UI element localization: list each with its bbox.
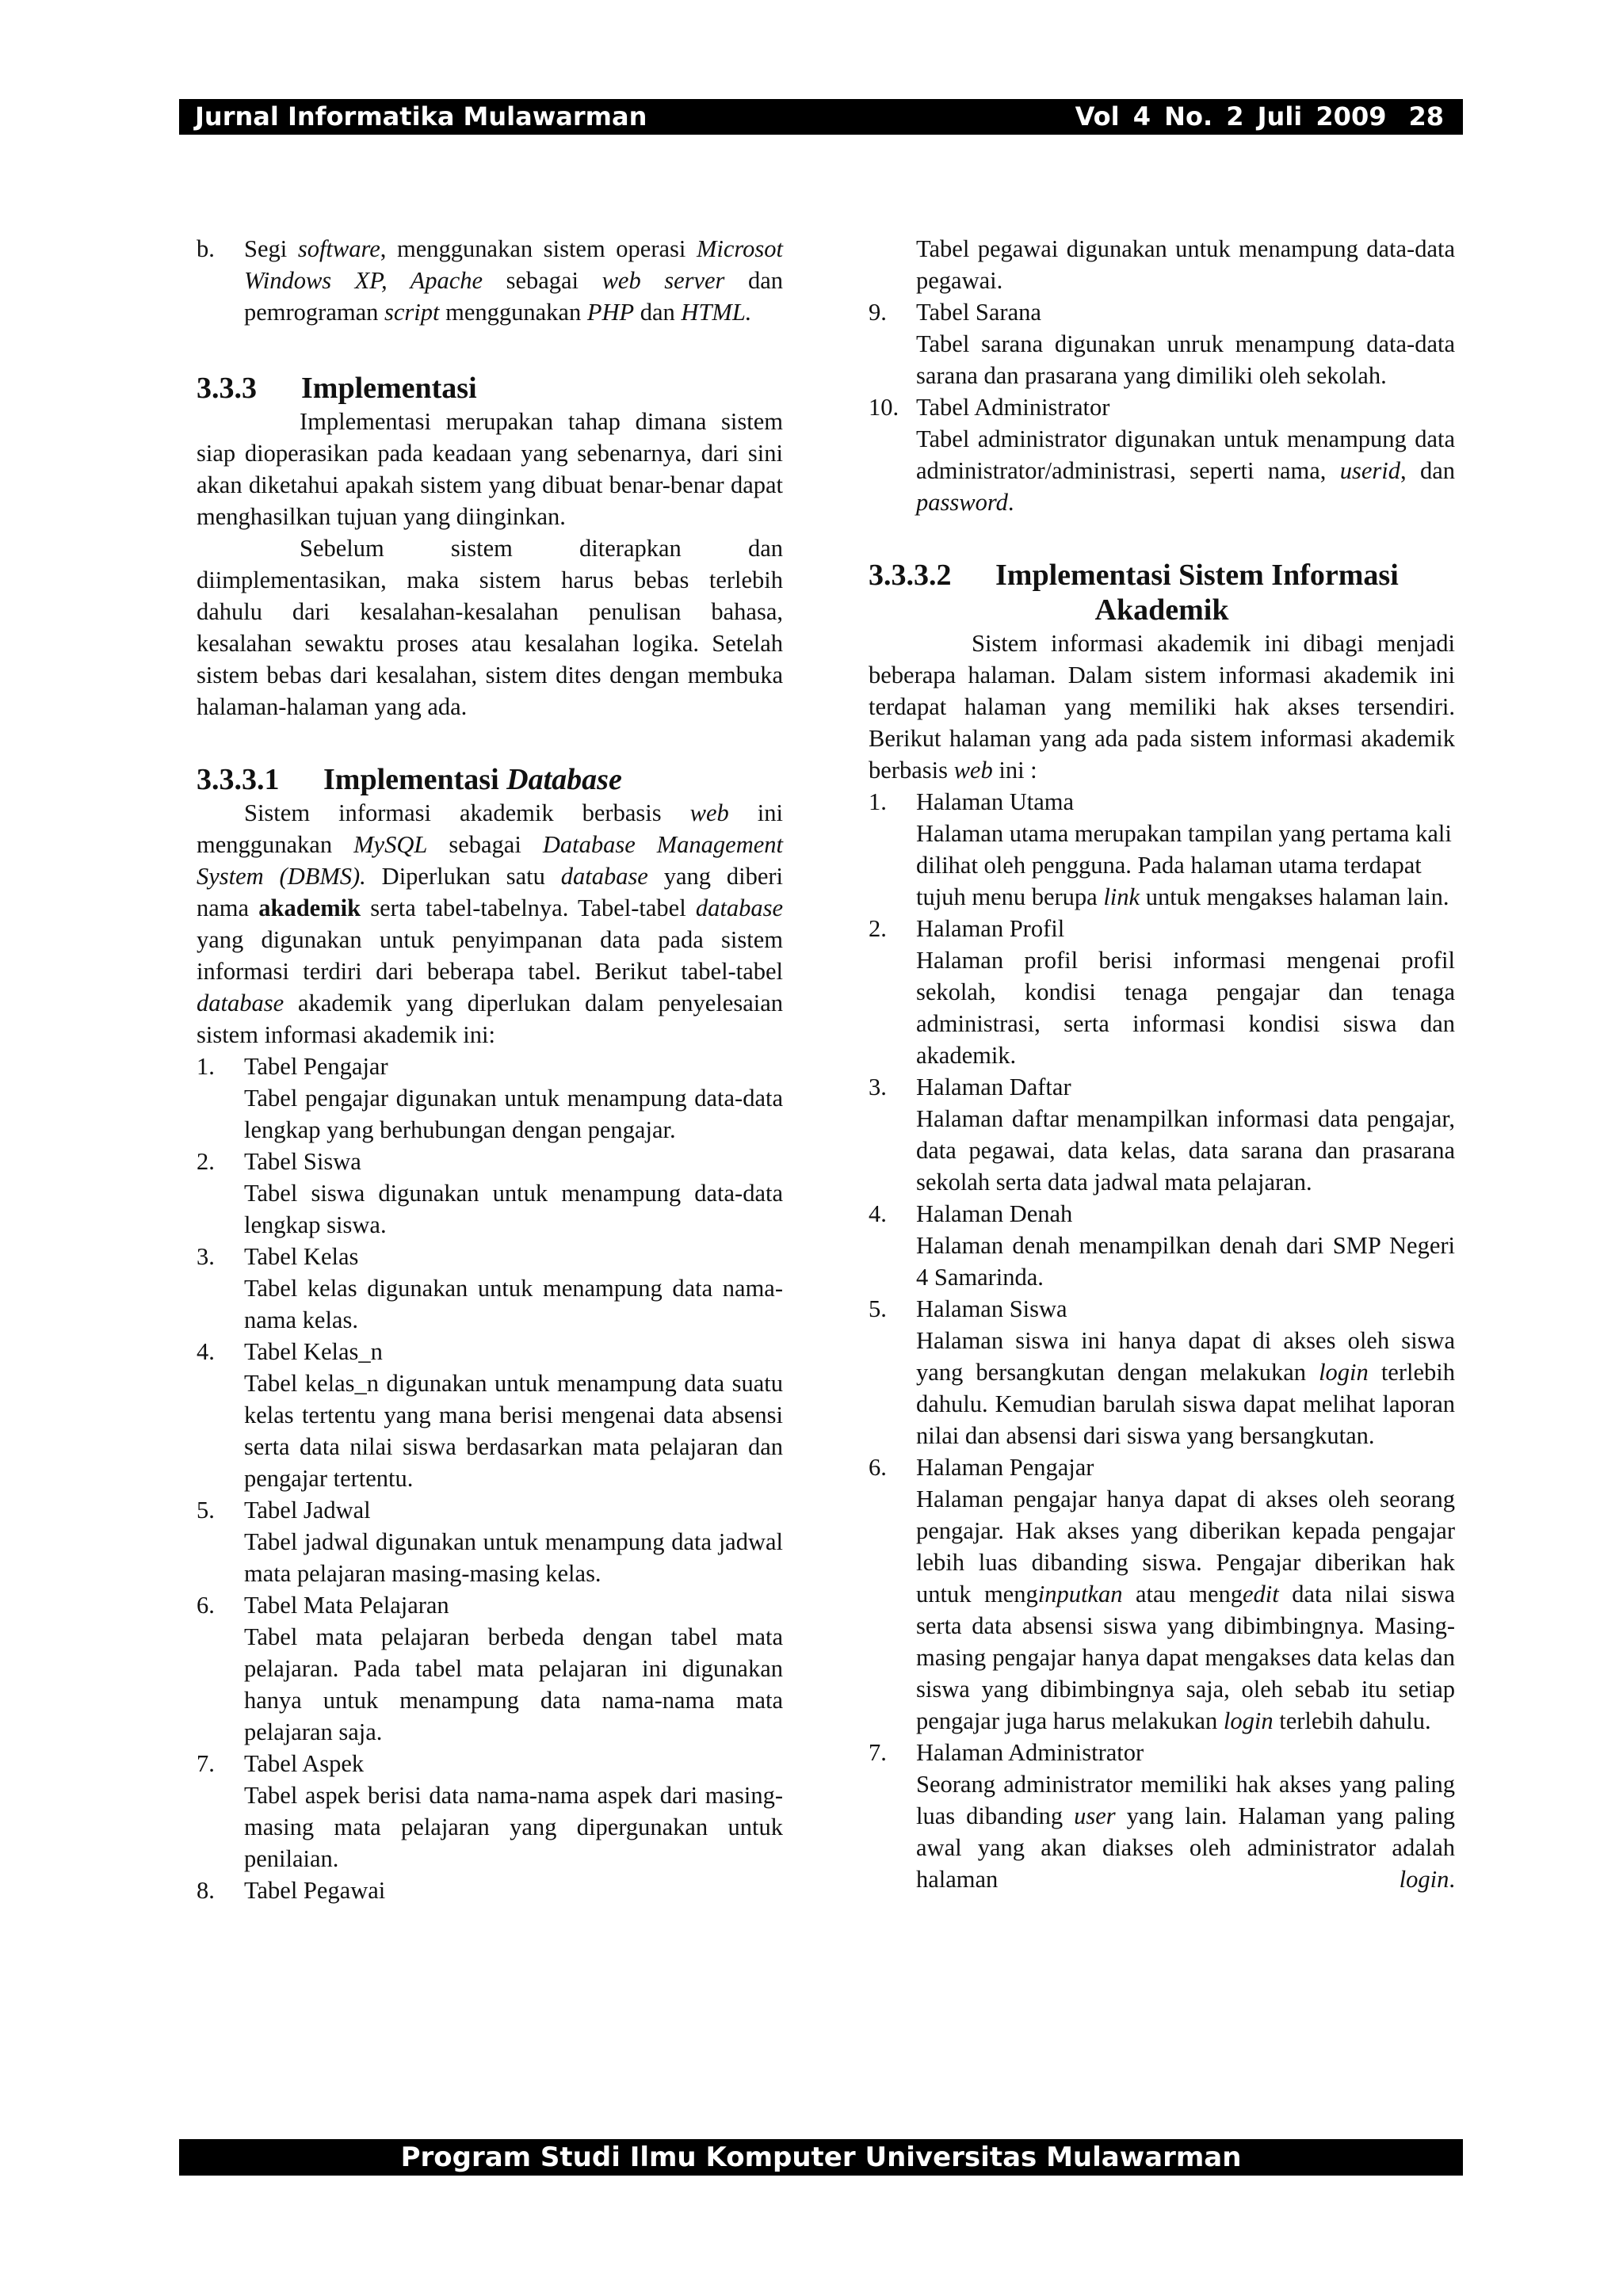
page-number: 28 [1408, 101, 1444, 132]
list-item: 1. Tabel Pengajar Tabel pengajar digunakan untuk menampung data-data lengkap yang berhubungan dengan pengajar. [197, 1053, 783, 1143]
list-item: 5. Tabel Jadwal Tabel jadwal digunakan untuk menampung data jadwal mata pelajaran masing-masing kelas. [197, 1497, 783, 1587]
volume-info: Vol 4 No. 2 Juli 2009 [1075, 101, 1387, 132]
list-item: 6. Halaman Pengajar Halaman pengajar hanya dapat di akses oleh seorang pengajar. Hak akses yang diberikan kepada pengajar lebih luas dibanding siswa. Pengajar diberikan hak untuk menginputkan atau mengedit data nilai siswa serta data absensi siswa yang dibimbingnya. Masing-masing pengajar hanya dapat mengakses data kelas dan siswa yang dibimbingnya saja, oleh sebab itu setiap pengajar juga harus melakukan login terlebih dahulu. [869, 1454, 1455, 1734]
list-item: 5. Halaman Siswa Halaman siswa ini hanya dapat di akses oleh siswa yang bersangkutan dengan melakukan login terlebih dahulu. Kemudian barulah siswa dapat melihat laporan nilai dan absensi dari siswa yang bersangkutan. [869, 1295, 1455, 1449]
list-item: 8. Tabel Pegawai [197, 1877, 386, 1904]
paragraph: Sistem informasi akademik berbasis web ini menggunakan MySQL sebagai Database Management System (DBMS). Diperlukan satu database yang diberi nama akademik serta tabel-tabelnya. Tabel-tabel database yang digunakan untuk penyimpanan data pada sistem informasi terdiri dari beberapa tabel. Berikut tabel-tabel database akademik yang diperlukan dalam penyelesaian sistem informasi akademik ini: [197, 799, 784, 1048]
list-item: 2. Halaman Profil Halaman profil berisi informasi mengenai profil sekolah, kondisi tenaga pengajar dan tenaga administrasi, serta informasi kondisi siswa dan akademik. [869, 915, 1455, 1069]
list-item: 2. Tabel Siswa Tabel siswa digunakan untuk menampung data-data lengkap siswa. [197, 1148, 783, 1238]
journal-header [179, 99, 1463, 135]
list-item: 3. Tabel Kelas Tabel kelas digunakan untuk menampung data nama-nama kelas. [197, 1243, 783, 1333]
list-item: 7. Halaman Administrator Seorang administrator memiliki hak akses yang paling luas dibanding user yang lain. Halaman yang paling awal yang akan diakses oleh administrator adalah halaman login. [869, 1739, 1455, 1893]
list-item: 3. Halaman Daftar Halaman daftar menampilkan informasi data pengajar, data pegawai, data kelas, data sarana dan prasarana sekolah serta data jadwal mata pelajaran. [869, 1074, 1455, 1196]
list-item: 9. Tabel Sarana Tabel sarana digunakan unruk menampung data-data sarana dan prasarana yang dimiliki oleh sekolah. [869, 299, 1455, 389]
paragraph: Sistem informasi akademik ini dibagi menjadi beberapa halaman. Dalam sistem informasi akademik ini terdapat halaman yang memiliki hak akses tersendiri. Berikut halaman yang ada pada sistem informasi akademik berbasis web ini : [869, 630, 1455, 784]
paragraph: Sebelum sistem diterapkan dan diimplementasikan, maka sistem harus bebas terlebih dahulu dari kesalahan-kesalahan penulisan bahasa, kesalahan sewaktu proses atau kesalahan logika. Setelah sistem bebas dari kesalahan, sistem dites dengan membuka halaman-halaman yang ada. [197, 535, 783, 720]
journal-footer [179, 2139, 1463, 2176]
section-heading-3-3-3-2: 3.3.3.2 Implementasi Sistem Informasi Akademik [869, 559, 1399, 627]
list-item: 10. Tabel Administrator Tabel administrator digunakan untuk menampung data administrator/administrasi, seperti nama, userid, dan password. [869, 394, 1455, 516]
section-heading-3-3-3: 3.3.3 Implementasi [197, 372, 477, 405]
left-column [197, 233, 783, 1906]
right-column [869, 233, 1455, 1895]
list-item: 1. Halaman Utama Halaman utama merupakan tampilan yang pertama kali dilihat oleh pengguna. Pada halaman utama terdapat tujuh menu berupa link untuk mengakses halaman lain. [869, 788, 1452, 910]
section-heading-3-3-3-1: 3.3.3.1 Implementasi Database [197, 763, 622, 796]
journal-issue [1075, 99, 1444, 135]
list-item-continuation: Tabel pegawai digunakan untuk menampung data-data pegawai. [916, 235, 1455, 294]
list-item: 4. Halaman Denah Halaman denah menampilkan denah dari SMP Negeri 4 Samarinda. [869, 1200, 1455, 1291]
paragraph: Implementasi merupakan tahap dimana sistem siap dioperasikan pada keadaan yang sebenarnya, dari sini akan diketahui apakah sistem yang dibuat benar-benar dapat menghasilkan tujuan yang diinginkan. [197, 408, 783, 530]
list-item: 4. Tabel Kelas_n Tabel kelas_n digunakan untuk menampung data suatu kelas tertentu yang mana berisi mengenai data absensi serta data nilai siswa berdasarkan mata pelajaran dan pengajar tertentu. [197, 1338, 783, 1492]
list-item: 7. Tabel Aspek Tabel aspek berisi data nama-nama aspek dari masing-masing mata pelajaran yang dipergunakan untuk penilaian. [197, 1750, 783, 1872]
list-item-b: b. Segi software, menggunakan sistem operasi Microsot Windows XP, Apache sebagai web server dan pemrograman script menggunakan PHP dan HTML. [197, 235, 783, 326]
journal-title: Jurnal Informatika Mulawarman [195, 101, 647, 132]
footer-text: Program Studi Ilmu Komputer Universitas Mulawarman [400, 2142, 1242, 2173]
list-item: 6. Tabel Mata Pelajaran Tabel mata pelajaran berbeda dengan tabel mata pelajaran. Pada tabel mata pelajaran ini digunakan hanya untuk menampung data nama-nama mata pelajaran saja. [197, 1592, 783, 1745]
